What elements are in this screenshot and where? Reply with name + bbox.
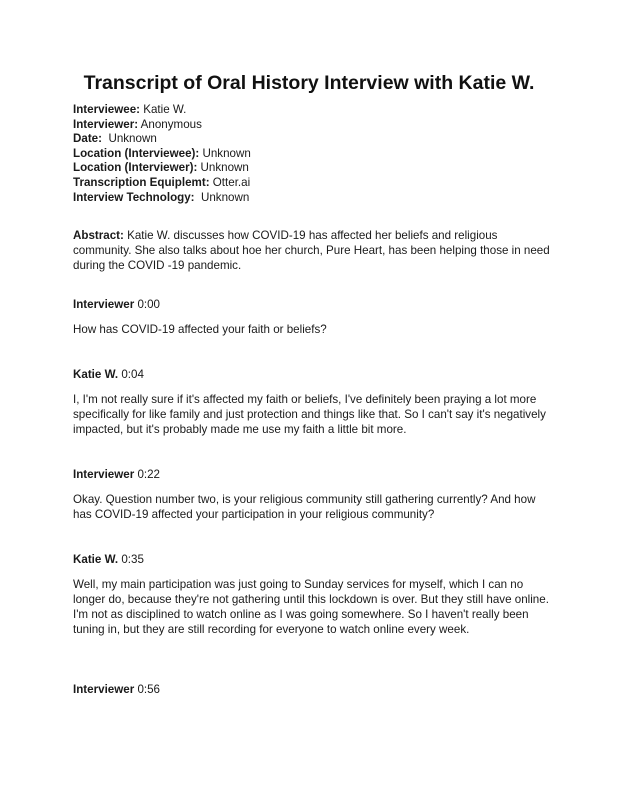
entry-header <box>73 553 144 567</box>
timestamp: 0:22 <box>134 468 161 481</box>
meta-label: Location (Interviewee): <box>73 146 200 160</box>
metadata-block <box>73 103 251 205</box>
meta-label: Interviewer: <box>73 117 139 131</box>
speaker-name: Katie W. <box>73 553 119 566</box>
timestamp: 0:56 <box>134 683 161 696</box>
meta-label: Transcription Equiplemt: <box>73 175 210 189</box>
document-title: Transcript of Oral History Interview with Katie W. <box>83 72 535 94</box>
timestamp: 0:00 <box>134 298 161 311</box>
meta-value: Unknown <box>197 161 249 175</box>
entry-header <box>73 368 144 382</box>
meta-label: Date: <box>73 132 102 146</box>
abstract-text: Katie W. discusses how COVID-19 has affected her beliefs and religious community. She also talks about hoe her church, Pure Heart, has been helping those in need during the COVID -19 pandemic. <box>73 229 550 272</box>
entry-text: Well, my main participation was just going to Sunday services for myself, which I can no longer do, because they're not gathering until this lockdown is over. But they still have online. I'm not as disciplined to watch online as I was going somewhere. So I haven't really been tuning in, but they are still recording for everyone to watch online every week. <box>73 578 549 636</box>
abstract <box>73 228 553 273</box>
meta-transcription-equipment <box>73 176 251 191</box>
meta-value: Katie W. <box>140 103 187 116</box>
meta-interview-technology <box>73 191 251 206</box>
entry-text: I, I'm not really sure if it's affected my faith or beliefs, I've definitely been praying a lot more specifically for like family and just protection and things like that. So I can't say it's negatively impacted, but it's probably made me use my faith a little bit more. <box>73 393 546 436</box>
entry-text: How has COVID-19 affected your faith or beliefs? <box>73 323 327 336</box>
speaker-name: Interviewer <box>73 468 135 481</box>
timestamp: 0:04 <box>118 368 144 381</box>
meta-location-interviewer <box>73 161 251 176</box>
entry-text: Okay. Question number two, is your religious community still gathering currently? And how has COVID-19 affected your participation in your religious community? <box>73 493 536 521</box>
meta-date <box>73 132 251 147</box>
meta-value: Unknown <box>102 132 157 146</box>
meta-value: Anonymous <box>138 117 202 131</box>
entry-header <box>73 298 160 312</box>
meta-label: Interviewee: <box>73 103 141 116</box>
meta-location-interviewee <box>73 147 251 162</box>
meta-value: Unknown <box>194 190 250 204</box>
timestamp: 0:35 <box>118 553 144 566</box>
speaker-name: Katie W. <box>73 368 119 381</box>
speaker-name: Interviewer <box>73 683 135 696</box>
entry-header <box>73 683 160 697</box>
meta-value: Otter.ai <box>209 175 251 189</box>
meta-value: Unknown <box>199 146 251 160</box>
meta-interviewee <box>73 103 251 118</box>
meta-label: Interview Technology: <box>73 190 195 204</box>
meta-interviewer <box>73 118 251 133</box>
abstract-label: Abstract: <box>73 229 124 242</box>
entry-header <box>73 468 160 482</box>
speaker-name: Interviewer <box>73 298 135 311</box>
meta-label: Location (Interviewer): <box>73 161 198 175</box>
